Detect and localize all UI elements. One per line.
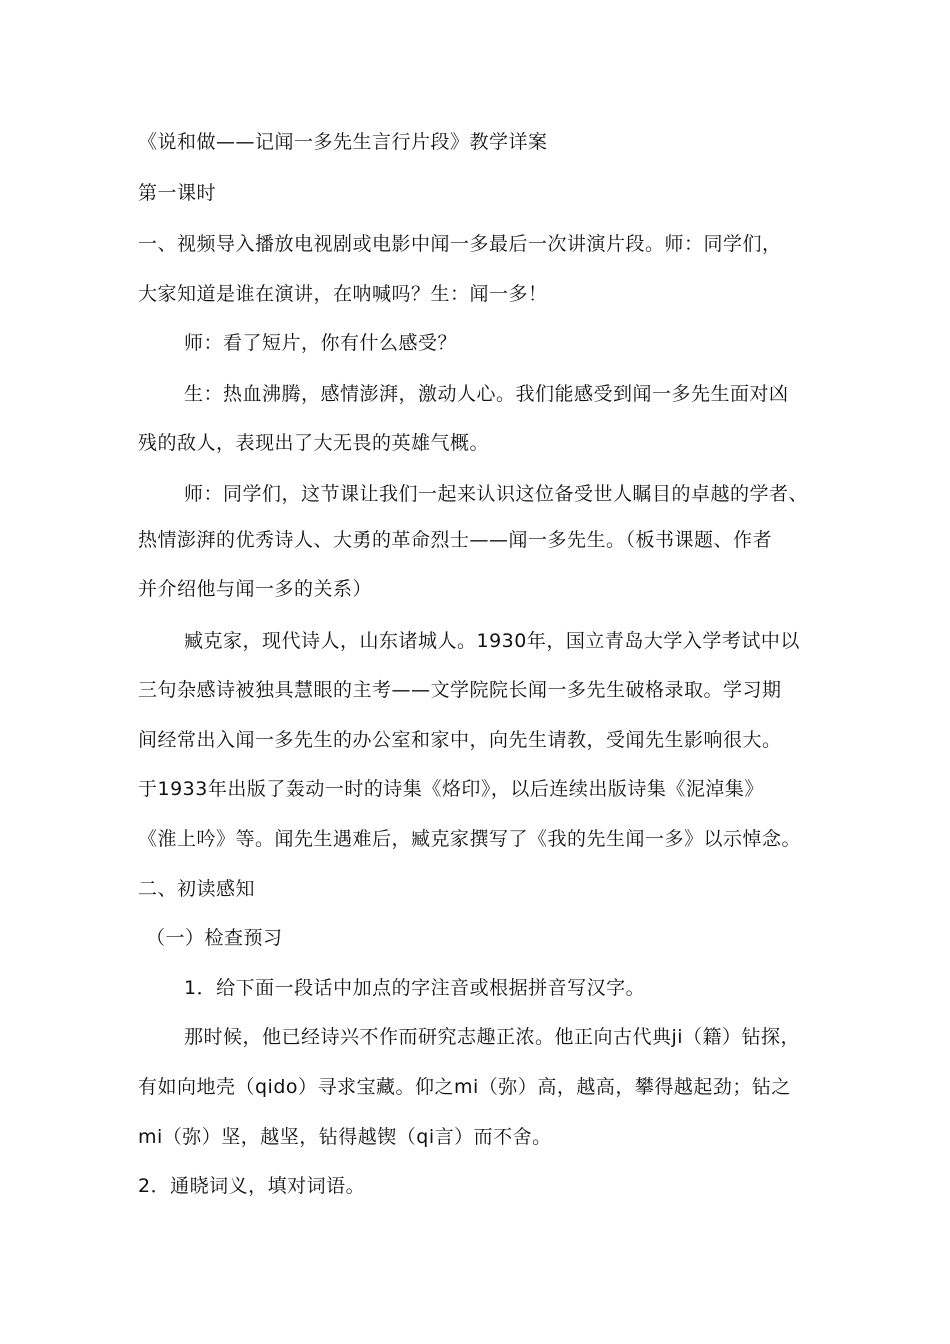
paragraph-line: 三句杂感诗被独具慧眼的主考——文学院院长闻一多先生破格录取。学习期 — [138, 679, 782, 701]
paragraph-line: 师：看了短片，你有什么感受？ — [184, 332, 458, 354]
paragraph-line: 热情澎湃的优秀诗人、大勇的革命烈士——闻一多先生。（板书课题、作者 — [138, 529, 773, 551]
paragraph-line: 一、视频导入播放电视剧或电影中闻一多最后一次讲演片段。师：同学们， — [138, 233, 782, 255]
exercise-prompt: 1．给下面一段话中加点的字注音或根据拼音写汉字。 — [184, 977, 646, 999]
paragraph-line: 生：热血沸腾，感情澎湃，激动人心。我们能感受到闻一多先生面对凶 — [184, 383, 789, 405]
paragraph-line: 并介绍他与闻一多的关系） — [138, 578, 373, 600]
exercise-prompt: 2．通晓词义，填对词语。 — [138, 1175, 366, 1197]
paragraph-line: 残的敌人，表现出了大无畏的英雄气概。 — [138, 432, 490, 454]
paragraph-line: mi（弥）坚，越坚，钻得越锲（qi言）而不舍。 — [138, 1126, 552, 1148]
section-heading: 二、初读感知 — [138, 878, 256, 900]
document-title: 《说和做——记闻一多先生言行片段》教学详案 — [138, 131, 548, 153]
subsection-heading: （一）检查预习 — [146, 927, 283, 949]
paragraph-line: 臧克家，现代诗人，山东诸城人。1930年，国立青岛大学入学考试中以 — [184, 630, 800, 652]
lesson-heading: 第一课时 — [138, 182, 217, 204]
paragraph-line: 师：同学们，这节课让我们一起来认识这位备受世人瞩目的卓越的学者、 — [184, 483, 809, 505]
paragraph-line: 《淮上吟》等。闻先生遇难后，臧克家撰写了《我的先生闻一多》以示悼念。 — [138, 828, 802, 850]
paragraph-line: 间经常出入闻一多先生的办公室和家中，向先生请教，受闻先生影响很大。 — [138, 729, 782, 751]
paragraph-line: 有如向地壳（qido）寻求宝藏。仰之mi（弥）高，越高，攀得越起劲；钻之 — [138, 1076, 791, 1098]
paragraph-line: 那时候，他已经诗兴不作而研究志趣正浓。他正向古代典ji（籍）钻探， — [184, 1026, 801, 1048]
paragraph-line: 于1933年出版了轰动一时的诗集《烙印》，以后连续出版诗集《泥淖集》 — [138, 778, 764, 800]
paragraph-line: 大家知道是谁在演讲，在呐喊吗？生：闻一多！ — [138, 283, 548, 305]
